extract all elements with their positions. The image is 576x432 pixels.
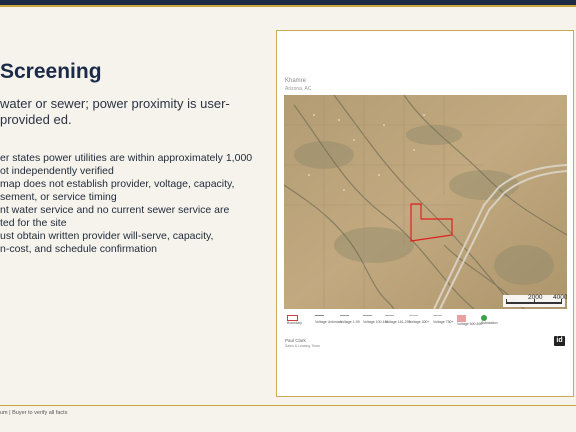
aerial-map[interactable] bbox=[284, 95, 567, 309]
agent-address: Sales & Leasing Team bbox=[285, 344, 320, 348]
legend-item: Boundary bbox=[287, 315, 302, 325]
bullet-line: ted for the site bbox=[0, 217, 67, 229]
bullet-line: ot independently verified bbox=[0, 165, 114, 177]
bullet-line: er states power utilities are within approximately 1,000 bbox=[0, 152, 253, 164]
legend-item: Voltage 100-161 bbox=[363, 315, 389, 324]
agent-name: Paul Clark bbox=[285, 338, 306, 343]
bullet-line: nt water service and no current sewer service are bbox=[0, 204, 230, 216]
bullet-line: n-cost, and schedule confirmation bbox=[0, 243, 158, 255]
scale-mid-label: 2000 bbox=[528, 294, 543, 301]
map-terrain bbox=[284, 95, 567, 309]
map-panel bbox=[276, 30, 574, 397]
footer-divider bbox=[0, 405, 576, 406]
bullet-line: sement, or service timing bbox=[0, 191, 117, 203]
brand-logo-icon: id bbox=[554, 336, 565, 346]
legend-item: Voltage Unknown bbox=[315, 315, 342, 324]
map-location: Arizona, AC bbox=[285, 86, 312, 92]
bullet-list bbox=[0, 152, 275, 256]
slide-title: Screening bbox=[0, 60, 102, 83]
legend-item: Voltage 161-299 bbox=[385, 315, 411, 324]
fill-swatch-icon bbox=[457, 315, 466, 322]
bullet-line: map does not establish provider, voltage, capacity, bbox=[0, 178, 235, 190]
map-place-name: Khamre bbox=[285, 78, 307, 84]
footer-note: um | Buyer to verify all facts bbox=[0, 410, 68, 416]
slide-subtitle: water or sewer; power proximity is user-provided ed. bbox=[0, 96, 230, 127]
legend-item: Voltage 500-699 bbox=[457, 315, 483, 326]
legend-item: Substation bbox=[481, 315, 498, 325]
map-scale-bar bbox=[503, 295, 565, 307]
bullet-line: ust obtain written provider will-serve, capacity, bbox=[0, 230, 214, 242]
top-header-bar bbox=[0, 0, 576, 7]
legend-item: Voltage 300+ bbox=[409, 315, 430, 324]
scale-end-label: 4000 bbox=[553, 294, 567, 301]
legend-item: Voltage 1-99 bbox=[340, 315, 360, 324]
map-legend bbox=[285, 315, 525, 325]
legend-item: Voltage 750+ bbox=[433, 315, 454, 324]
